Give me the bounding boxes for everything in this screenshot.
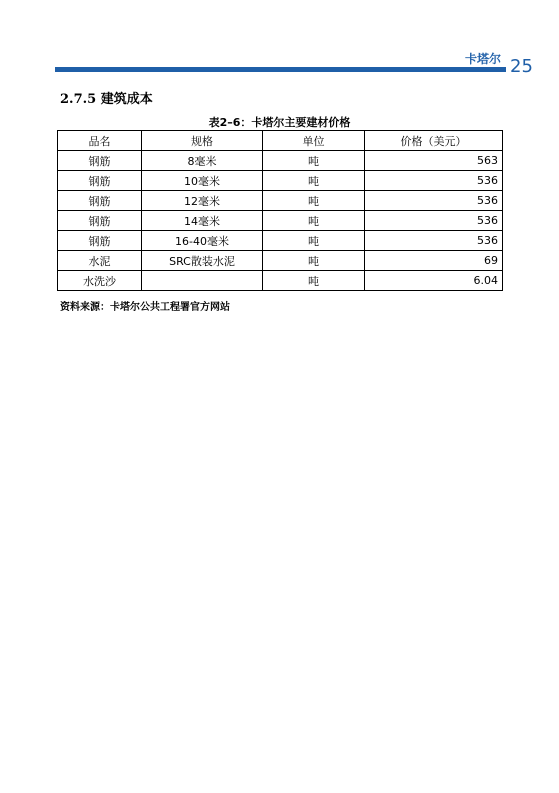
cell-spec: 16-40毫米: [142, 231, 263, 251]
cell-unit: 吨: [263, 211, 365, 231]
column-header-name: 品名: [58, 131, 142, 151]
cell-name: 水洗沙: [58, 271, 142, 291]
cell-spec: 10毫米: [142, 171, 263, 191]
section-heading: 2.7.5 建筑成本: [60, 92, 153, 107]
cell-unit: 吨: [263, 151, 365, 171]
table-row: [58, 271, 503, 291]
page-number: 25: [510, 56, 533, 77]
cell-name: 钢筋: [58, 211, 142, 231]
cell-price: 6.04: [365, 271, 503, 291]
column-header-unit: 单位: [263, 131, 365, 151]
table-row: [58, 251, 503, 271]
table-row: [58, 211, 503, 231]
price-table: [57, 130, 503, 291]
cell-unit: 吨: [263, 171, 365, 191]
cell-price: 563: [365, 151, 503, 171]
cell-name: 水泥: [58, 251, 142, 271]
cell-price: 536: [365, 211, 503, 231]
cell-name: 钢筋: [58, 191, 142, 211]
column-header-spec: 规格: [142, 131, 263, 151]
source-note: 资料来源：卡塔尔公共工程署官方网站: [60, 302, 230, 313]
running-header-title: 卡塔尔: [465, 52, 502, 66]
cell-price: 69: [365, 251, 503, 271]
cell-spec: [142, 271, 263, 291]
cell-price: 536: [365, 231, 503, 251]
cell-name: 钢筋: [58, 151, 142, 171]
column-header-price: 价格（美元）: [365, 131, 503, 151]
cell-unit: 吨: [263, 231, 365, 251]
cell-unit: 吨: [263, 271, 365, 291]
cell-name: 钢筋: [58, 171, 142, 191]
cell-unit: 吨: [263, 191, 365, 211]
cell-spec: 8毫米: [142, 151, 263, 171]
table-row: [58, 231, 503, 251]
cell-spec: SRC散装水泥: [142, 251, 263, 271]
cell-spec: 14毫米: [142, 211, 263, 231]
table-header-row: [58, 131, 503, 151]
table-row: [58, 191, 503, 211]
table-row: [58, 151, 503, 171]
cell-price: 536: [365, 171, 503, 191]
cell-unit: 吨: [263, 251, 365, 271]
cell-price: 536: [365, 191, 503, 211]
cell-spec: 12毫米: [142, 191, 263, 211]
cell-name: 钢筋: [58, 231, 142, 251]
table-caption: 表2–6：卡塔尔主要建材价格: [208, 116, 351, 129]
header-rule: [55, 67, 506, 72]
table-row: [58, 171, 503, 191]
